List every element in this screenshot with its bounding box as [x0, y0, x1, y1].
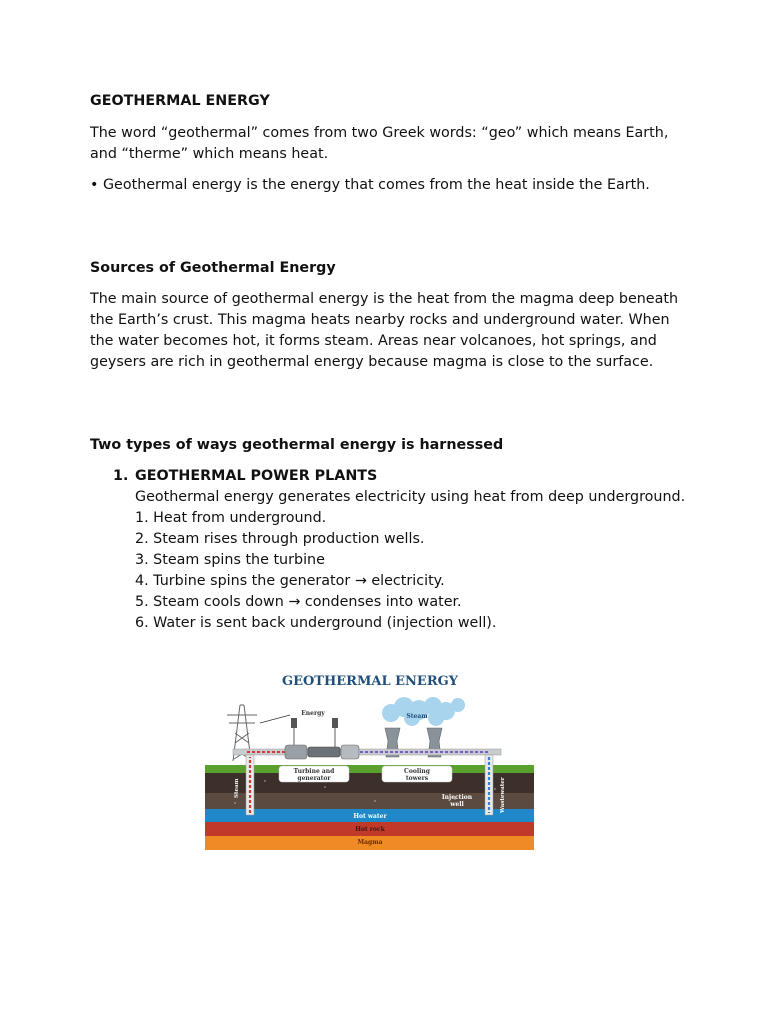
types-heading: Two types of ways geothermal energy is harnessed — [90, 437, 504, 453]
steam-label: Steam — [406, 713, 428, 720]
turbine-label-line1: Turbine and — [293, 768, 335, 775]
wastewater-label: Wastewater — [500, 777, 506, 813]
injection-label-line2: well — [450, 801, 464, 808]
intro-paragraph: The word “geothermal” comes from two Greek words: “geo” which means Earth, and “therme” which means heat. — [90, 125, 669, 162]
insulator-right — [332, 718, 338, 728]
turbine-label-line2: generator — [297, 775, 331, 782]
list-item-power-plants — [135, 466, 690, 634]
hot-rock-label: Hot rock — [355, 826, 385, 833]
cooling-label-line2: towers — [405, 775, 429, 782]
magma-label: Magma — [357, 839, 383, 846]
sources-paragraph: The main source of geothermal energy is the heat from the magma deep beneath the Earth’s crust. This magma heats nearby rocks and underground water. When the water becomes hot, it forms steam. Areas near volcanoes, hot springs, and geysers are rich in geothermal energy because magma is close to the surface. — [90, 291, 679, 370]
production-well-label: Steam — [234, 778, 240, 798]
geothermal-diagram-svg — [205, 663, 534, 850]
definition-bullet: • Geothermal energy is the energy that comes from the heat inside the Earth. — [90, 177, 650, 193]
list-item-title: GEOTHERMAL POWER PLANTS — [135, 468, 378, 484]
insulator-left — [291, 718, 297, 728]
cooling-label-line1: Cooling — [404, 768, 430, 775]
step-item: 6. Water is sent back underground (injection well). — [135, 615, 497, 631]
list-item-description: Geothermal energy generates electricity using heat from deep underground. — [135, 489, 686, 505]
hot-water-label: Hot water — [353, 813, 387, 820]
step-item: 3. Steam spins the turbine — [135, 552, 325, 568]
step-item: 5. Steam cools down → condenses into water. — [135, 594, 462, 610]
step-item: 2. Steam rises through production wells. — [135, 531, 425, 547]
grass-layer — [205, 765, 534, 773]
document-title: GEOTHERMAL ENERGY — [90, 93, 270, 109]
list-item-number: 1. — [113, 468, 129, 484]
soil-layer-top — [205, 773, 534, 793]
steam-cloud-icon — [382, 697, 465, 726]
step-item: 1. Heat from underground. — [135, 510, 327, 526]
turbine-generator-icon — [285, 745, 359, 759]
soil-layer-mid — [205, 793, 534, 809]
energy-label: Energy — [301, 710, 325, 717]
types-list — [90, 466, 690, 634]
steps-list — [135, 508, 690, 634]
sources-heading: Sources of Geothermal Energy — [90, 260, 336, 276]
diagram-title: GEOTHERMAL ENERGY — [281, 674, 459, 689]
geothermal-diagram — [205, 663, 534, 850]
step-item: 4. Turbine spins the generator → electricity. — [135, 573, 445, 589]
injection-label-line1: Injection — [441, 794, 473, 801]
